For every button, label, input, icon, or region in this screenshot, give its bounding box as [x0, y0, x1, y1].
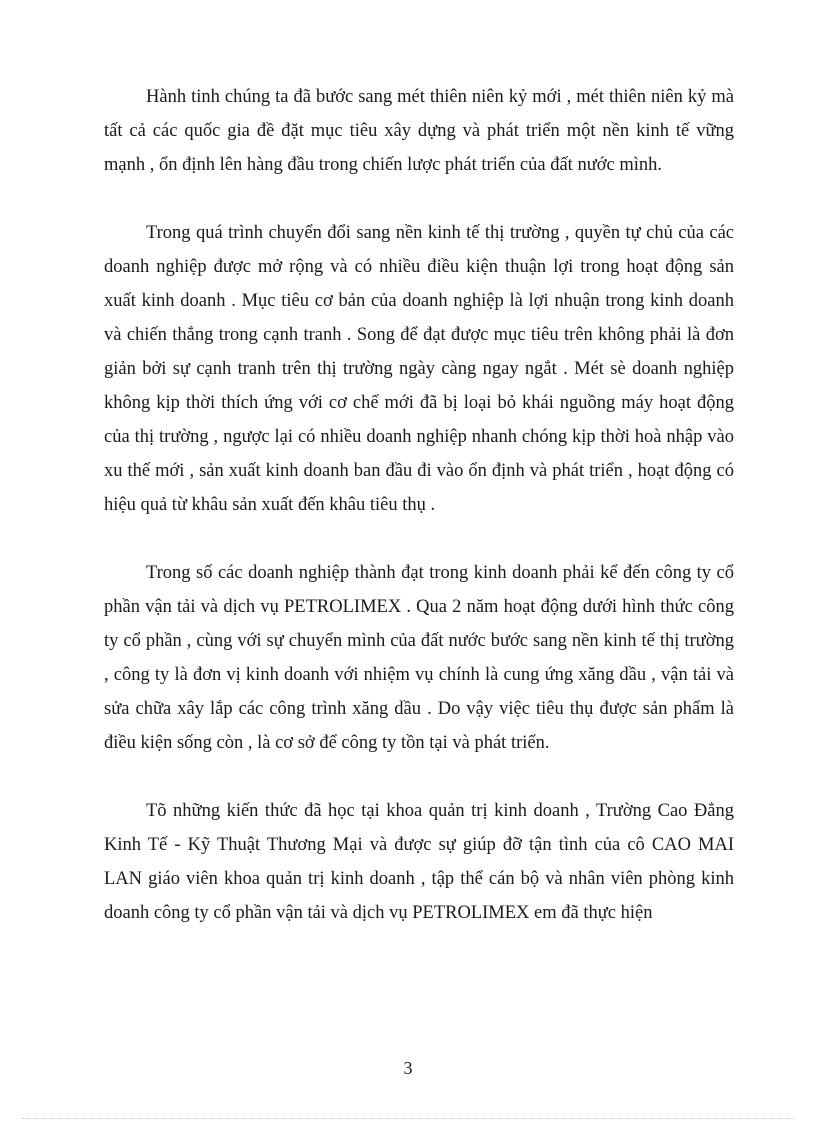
- page-number: 3: [403, 1058, 413, 1078]
- paragraph-acknowledgement: Tõ những kiến thức đã học tại khoa quản trị kinh doanh , Trường Cao Đẳng Kinh Tế - Kỹ Thuật Thương Mại và được sự giúp đỡ tận tình của cô CAO MAI LAN giáo viên khoa quản trị kinh doanh , tập thể cán bộ và nhân viên phòng kinh doanh công ty cổ phần vận tải và dịch vụ PETROLIMEX em đã thực hiện: [104, 801, 734, 923]
- paragraph-intro: Hành tinh chúng ta đã bước sang mét thiên niên kỷ mới , mét thiên niên kỷ mà tất cả các quốc gia đề đặt mục tiêu xây dựng và phát triển một nền kinh tế vững mạnh , ổn định lên hàng đầu trong chiến lược phát triển của đất nước mình.: [104, 87, 734, 175]
- paragraph-market-transition: Trong quá trình chuyển đổi sang nền kinh tế thị trường , quyền tự chủ của các doanh nghiệp được mở rộng và có nhiều điều kiện thuận lợi trong hoạt động sản xuất kinh doanh . Mục tiêu cơ bản của doanh nghiệp là lợi nhuận trong kinh doanh và chiến thắng trong cạnh tranh . Song để đạt được mục tiêu trên không phải là đơn giản bởi sự cạnh tranh trên thị trường ngày càng ngay ngắt . Mét sè doanh nghiệp không kịp thời thích ứng với cơ chế mới đã bị loại bỏ khái nguồng máy hoạt động của thị trường , ngược lại có nhiều doanh nghiệp nhanh chóng kịp thời hoà nhập vào xu thế mới , sản xuất kinh doanh ban đầu đi vào ổn định và phát triển , hoạt động có hiệu quả từ khâu sản xuất đến khâu tiêu thụ .: [104, 223, 734, 515]
- page-bottom-divider: [22, 1118, 794, 1119]
- body-text: [104, 80, 734, 930]
- paragraph-company: Trong số các doanh nghiệp thành đạt trong kinh doanh phải kể đến công ty cổ phần vận tải và dịch vụ PETROLIMEX . Qua 2 năm hoạt động dưới hình thức công ty cổ phần , cùng với sự chuyển mình của đất nước bước sang nền kinh tế thị trường , công ty là đơn vị kinh doanh với nhiệm vụ chính là cung ứng xăng dầu , vận tải và sửa chữa xây lắp các công trình xăng dầu . Do vậy việc tiêu thụ được sản phẩm là điều kiện sống còn , là cơ sở để công ty tồn tại và phát triển.: [104, 563, 734, 753]
